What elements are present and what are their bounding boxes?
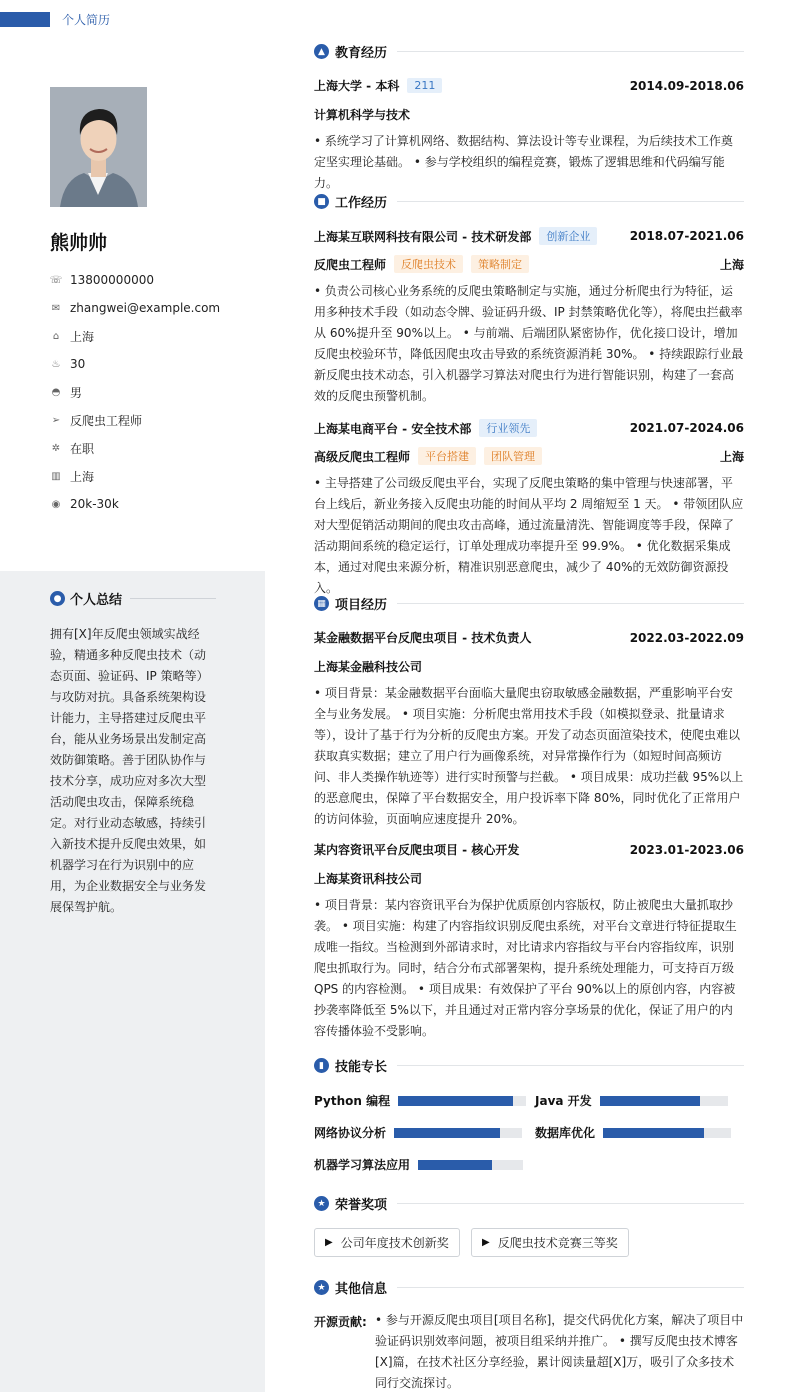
award-label: 公司年度技术创新奖 xyxy=(340,1236,449,1250)
work-item-1-period: 2018.07-2021.06 xyxy=(629,229,744,243)
position-value: 反爬虫工程师 xyxy=(70,413,143,428)
education-title: 教育经历 xyxy=(335,46,388,61)
project-1-company: 上海某金融科技公司 xyxy=(314,660,423,674)
target-city-value: 上海 xyxy=(70,469,95,484)
info-icon: ★ xyxy=(314,1280,329,1295)
project-2-row xyxy=(314,841,744,858)
awards-divider xyxy=(397,1203,744,1204)
education-desc: • 系统学习了计算机网络、数据结构、算法设计等专业课程，为后续技术工作奠定坚实理论基础。 • 参与学校组织的编程竞赛，锻炼了逻辑思维和代码编写能力。 xyxy=(314,134,733,190)
building-icon: ▥ xyxy=(51,470,61,482)
work-item-1-row xyxy=(314,227,744,245)
summary-title: 个人总结 xyxy=(70,593,123,608)
education-tag: 211 xyxy=(407,78,442,93)
education-header xyxy=(314,42,744,61)
work-item-2-role-row xyxy=(314,447,744,465)
skill-bar-fill xyxy=(398,1096,513,1106)
bar-chart-icon: ▮ xyxy=(314,1058,329,1073)
education-row xyxy=(314,77,744,94)
skills-title: 技能专长 xyxy=(335,1060,388,1075)
work-item-2-period: 2021.07-2024.06 xyxy=(629,421,744,435)
phone-value: 13800000000 xyxy=(70,273,154,287)
play-icon: ▶ xyxy=(482,1237,490,1248)
skill-name: 网络协议分析 xyxy=(314,1126,387,1140)
skill-item xyxy=(314,1124,522,1141)
candidate-name: 熊帅帅 xyxy=(50,232,108,254)
gear-icon: ✲ xyxy=(51,442,61,454)
skill-item xyxy=(535,1092,728,1109)
user-icon: ● xyxy=(50,591,65,606)
skill-name: Python 编程 xyxy=(314,1094,391,1108)
education-period: 2014.09-2018.06 xyxy=(629,78,744,93)
skill-bar-fill xyxy=(600,1096,700,1106)
other-divider xyxy=(397,1287,744,1288)
skill-item xyxy=(314,1092,526,1109)
open-source-text: • 参与开源反爬虫项目[项目名称]，提交代码优化方案，解决了项目中验证码识别效率问题，被项目组采纳并推广。 • 撰写反爬虫技术博客[X]篇，在技术社区分享经验，累计阅读量超[X]万，吸引了众多技术同行交流探讨。 xyxy=(375,1313,744,1390)
profile-photo xyxy=(50,87,147,207)
skill-bar xyxy=(398,1096,526,1106)
projects-header xyxy=(314,594,744,613)
skill-bar-fill xyxy=(603,1128,704,1138)
work-item-1-city: 上海 xyxy=(719,257,744,272)
send-icon: ➢ xyxy=(51,414,61,426)
education-divider xyxy=(397,51,744,52)
avatar-illustration xyxy=(50,87,147,207)
project-2-period: 2023.01-2023.06 xyxy=(629,842,744,857)
other-title: 其他信息 xyxy=(335,1282,388,1297)
work-item-1-company: 上海某互联网科技有限公司 - 技术研发部 xyxy=(314,229,532,244)
project-1-name: 某金融数据平台反爬虫项目 - 技术负责人 xyxy=(314,631,532,645)
awards-title: 荣誉奖项 xyxy=(335,1198,388,1213)
skill-bar xyxy=(603,1128,731,1138)
summary-divider xyxy=(130,598,216,599)
info-salary xyxy=(50,490,220,518)
work-item-1-desc: • 负责公司核心业务系统的反爬虫策略制定与实施，通过分析爬虫行为特征，运用多种技术手段（如动态令牌、验证码升级、IP 封禁策略优化等），将爬虫拦截率从 60%提升至 90%以上。 • 与前端、后端团队紧密协作，优化接口设计，增加反爬虫校验环节，降低因爬虫攻击导致的系统资源消耗 30%。 • 持续跟踪行业最新反爬虫技术动态，引入机器学习算法对爬虫行为进行智能识别，构建了一套高效的反爬虫预警机制。 xyxy=(314,284,744,403)
work-title: 工作经历 xyxy=(335,196,388,211)
work-item-2-desc: • 主导搭建了公司级反爬虫平台，实现了反爬虫策略的集中管理与快速部署，平台上线后，新业务接入反爬虫功能的时间从平均 2 周缩短至 1 天。 • 带领团队应对大型促销活动期间的爬虫攻击高峰，通过流量清洗、智能调度等手段，保障了活动期间系统的稳定运行，订单处理成功率提升至 99.9%。 • 优化数据采集成本，通过对爬虫来源分析，精准识别恶意爬虫，减少了 40%的无效防御资源投入。 xyxy=(314,476,744,595)
work-item-1-tag: 创新企业 xyxy=(539,227,597,245)
skill-name: Java 开发 xyxy=(535,1094,592,1108)
age-value: 30 xyxy=(70,357,86,371)
work-item-2-skill-tag: 平台搭建 xyxy=(418,447,476,465)
work-item-1-role: 反爬虫工程师 xyxy=(314,257,387,272)
grid-icon: ▦ xyxy=(314,596,329,611)
skill-bar xyxy=(394,1128,522,1138)
skill-bar xyxy=(600,1096,728,1106)
cake-icon: ♨ xyxy=(51,358,61,370)
salary-value: 20k-30k xyxy=(70,497,119,511)
projects-divider xyxy=(397,603,744,604)
project-1-row xyxy=(314,629,744,646)
info-position xyxy=(50,406,220,434)
project-1-desc: • 项目背景：某金融数据平台面临大量爬虫窃取敏感金融数据，严重影响平台安全与业务发展。 • 项目实施：分析爬虫常用技术手段（如模拟登录、批量请求等），设计了基于行为分析的反爬虫方案。开发了动态页面渲染技术，使爬虫难以获取真实数据；建立了用户行为画像系统，对异常操作行为（如短时间高频访问、非人类操作轨迹等）进行实时预警与拦截。 • 项目成果：成功拦截 95%以上的恶意爬虫，保障了平台数据安全，用户投诉率下降 80%，同时优化了正常用户的访问体验，页面响应速度提升 20%。 xyxy=(314,686,744,826)
briefcase-icon: ■ xyxy=(314,194,329,209)
work-item-2-row xyxy=(314,419,744,437)
info-email xyxy=(50,294,220,322)
work-item-1-skill-tag: 反爬虫技术 xyxy=(394,255,463,273)
info-location xyxy=(50,322,220,350)
gender-icon: ◓ xyxy=(51,386,61,398)
info-target-city xyxy=(50,462,220,490)
email-value: zhangwei@example.com xyxy=(70,301,221,315)
work-divider xyxy=(397,201,744,202)
skills-divider xyxy=(397,1065,744,1066)
work-item-2-role: 高级反爬虫工程师 xyxy=(314,449,411,464)
play-icon: ▶ xyxy=(325,1237,333,1248)
location-value: 上海 xyxy=(70,329,95,344)
skill-item xyxy=(535,1124,731,1141)
work-item-1-skill-tag: 策略制定 xyxy=(471,255,529,273)
summary-text: 拥有[X]年反爬虫领域实战经验，精通多种反爬虫技术（动态页面、验证码、IP 策略等）与攻防对抗。具备系统架构设计能力，主导搭建过反爬虫平台，能从业务场景出发制定高效防御策略。善于团队协作与技术分享，成功应对多次大型活动爬虫攻击，保障系统稳定。对行业动态敏感，持续引入新技术提升反爬虫效果，如机器学习在行为识别中的应用，为企业数据安全与业务发展保驾护航。 xyxy=(50,627,209,914)
graduation-cap-icon: ▲ xyxy=(314,44,329,59)
info-age xyxy=(50,350,220,378)
work-header xyxy=(314,192,744,211)
info-gender xyxy=(50,378,220,406)
education-major: 计算机科学与技术 xyxy=(314,108,411,122)
resume-label: 个人简历 xyxy=(62,13,111,27)
education-school: 上海大学 - 本科 xyxy=(314,79,400,93)
award-label: 反爬虫技术竞赛三等奖 xyxy=(497,1236,618,1250)
award-item xyxy=(314,1228,460,1257)
info-status xyxy=(50,434,220,462)
awards-header xyxy=(314,1194,744,1213)
status-value: 在职 xyxy=(70,441,95,456)
mail-icon: ✉ xyxy=(51,302,61,314)
project-2-desc: • 项目背景：某内容资讯平台为保护优质原创内容版权，防止被爬虫大量抓取抄袭。 • 项目实施：构建了内容指纹识别反爬虫系统，对平台文章进行特征提取生成唯一指纹。当检测到外部请求时，对比请求内容指纹与平台内容指纹库，识别爬虫抓取行为。同时，结合分布式部署架构，提升系统处理能力，可支持百万级 QPS 的内容检测。 • 项目成果：有效保护了平台 90%以上的原创内容，内容被抄袭率降低至 5%以下，并且通过对正常内容分享场景的优化，保证了用户的内容传播体验不受影响。 xyxy=(314,898,737,1038)
work-item-2-skill-tag: 团队管理 xyxy=(484,447,542,465)
left-column xyxy=(0,0,265,1392)
projects-title: 项目经历 xyxy=(335,598,388,613)
skill-name: 机器学习算法应用 xyxy=(314,1158,411,1172)
skill-item xyxy=(314,1156,523,1173)
project-1-period: 2022.03-2022.09 xyxy=(629,630,744,645)
project-2-company: 上海某资讯科技公司 xyxy=(314,872,423,886)
coin-icon: ◉ xyxy=(51,498,61,510)
phone-icon: ☏ xyxy=(49,274,63,286)
contact-info-list xyxy=(50,266,220,518)
home-icon: ⌂ xyxy=(52,330,60,342)
work-item-2-tag: 行业领先 xyxy=(479,419,537,437)
info-phone xyxy=(50,266,220,294)
skill-name: 数据库优化 xyxy=(535,1126,596,1140)
work-item-1-role-row xyxy=(314,255,744,273)
skill-bar xyxy=(418,1160,523,1170)
award-item xyxy=(471,1228,629,1257)
open-source-label: 开源贡献: xyxy=(314,1315,367,1329)
skills-header xyxy=(314,1056,744,1075)
award-icon: ★ xyxy=(314,1196,329,1211)
work-item-2-company: 上海某电商平台 - 安全技术部 xyxy=(314,421,472,436)
project-2-name: 某内容资讯平台反爬虫项目 - 核心开发 xyxy=(314,843,520,857)
skill-bar-fill xyxy=(418,1160,492,1170)
summary-header xyxy=(50,589,216,608)
skill-bar-fill xyxy=(394,1128,500,1138)
gender-value: 男 xyxy=(70,385,83,400)
work-item-2-city: 上海 xyxy=(719,449,744,464)
other-header xyxy=(314,1278,744,1297)
